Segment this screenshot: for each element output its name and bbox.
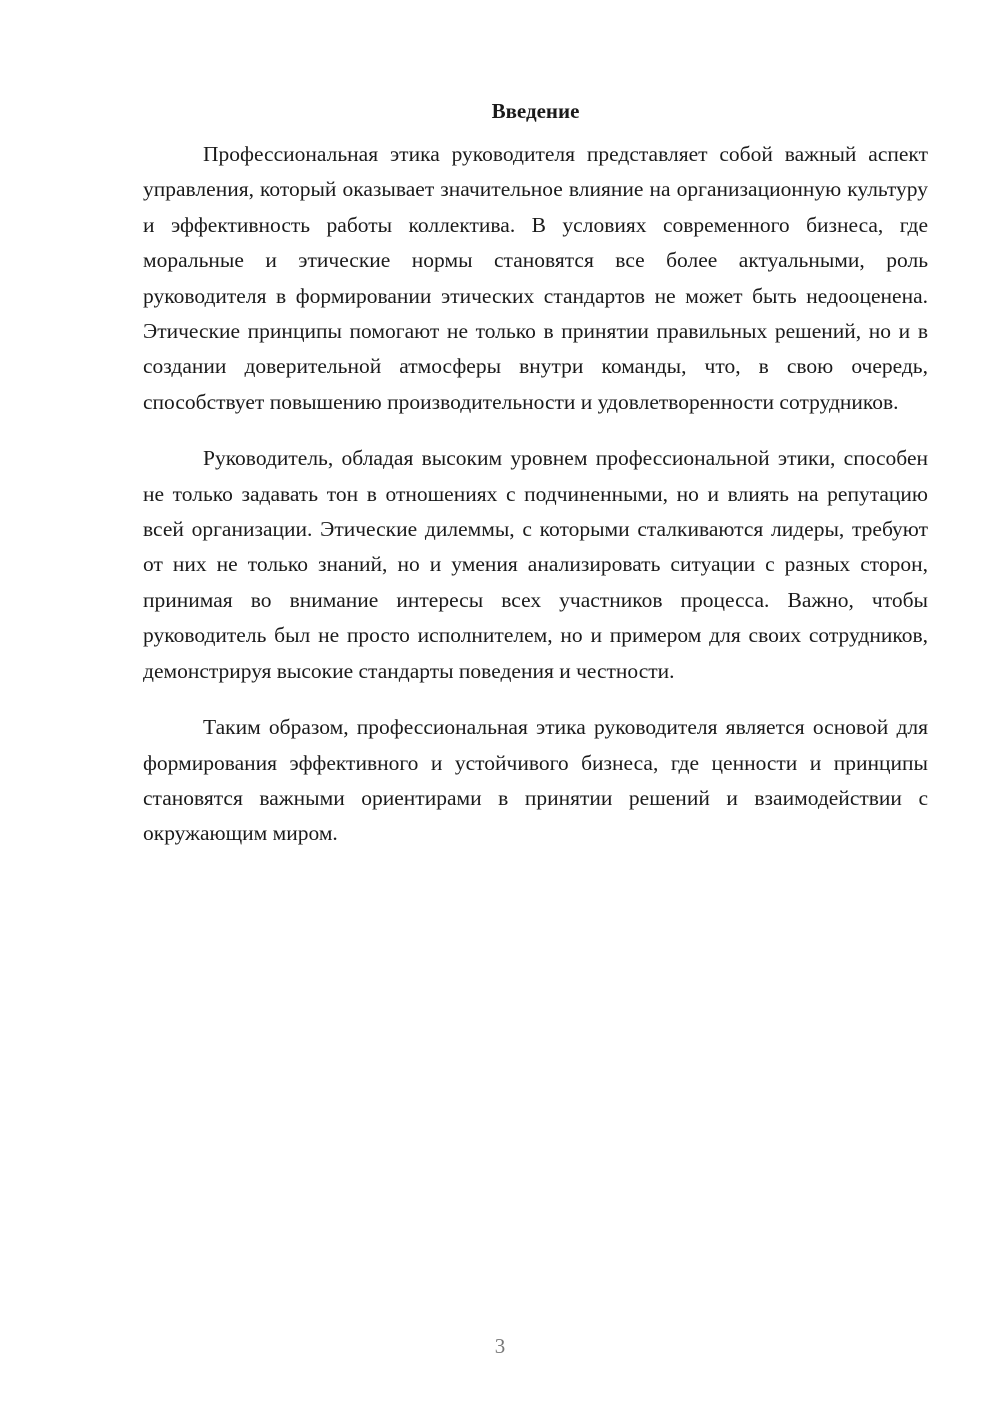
paragraph-1: Профессиональная этика руководителя представляет собой важный аспект управления, который оказывает значительное влияние на организационную культуру и эффективность работы коллектива. В условиях современного бизнеса, где моральные и этические нормы становятся все более актуальными, роль руководителя в формировании этических стандартов не может быть недооценена. Этические принципы помогают не только в принятии правильных решений, но и в создании доверительной атмосферы внутри команды, что, в свою очередь, способствует повышению производительности и удовлетворенности сотрудников. (143, 142, 928, 414)
page-content (143, 95, 928, 873)
paragraph-3: Таким образом, профессиональная этика руководителя является основой для формирования эффективного и устойчивого бизнеса, где ценности и принципы становятся важными ориентирами в принятии решений и взаимодействии с окружающим миром. (143, 715, 928, 846)
section-heading: Введение (491, 99, 580, 123)
paragraph-2: Руководитель, обладая высоким уровнем профессиональной этики, способен не только задавать тон в отношениях с подчиненными, но и влиять на репутацию всей организации. Этические дилеммы, с которыми сталкиваются лидеры, требуют от них не только знаний, но и умения анализировать ситуации с разных сторон, принимая во внимание интересы всех участников процесса. Важно, чтобы руководитель был не просто исполнителем, но и примером для своих сотрудников, демонстрируя высокие стандарты поведения и честности. (143, 446, 928, 683)
page-number: 3 (494, 1334, 506, 1358)
